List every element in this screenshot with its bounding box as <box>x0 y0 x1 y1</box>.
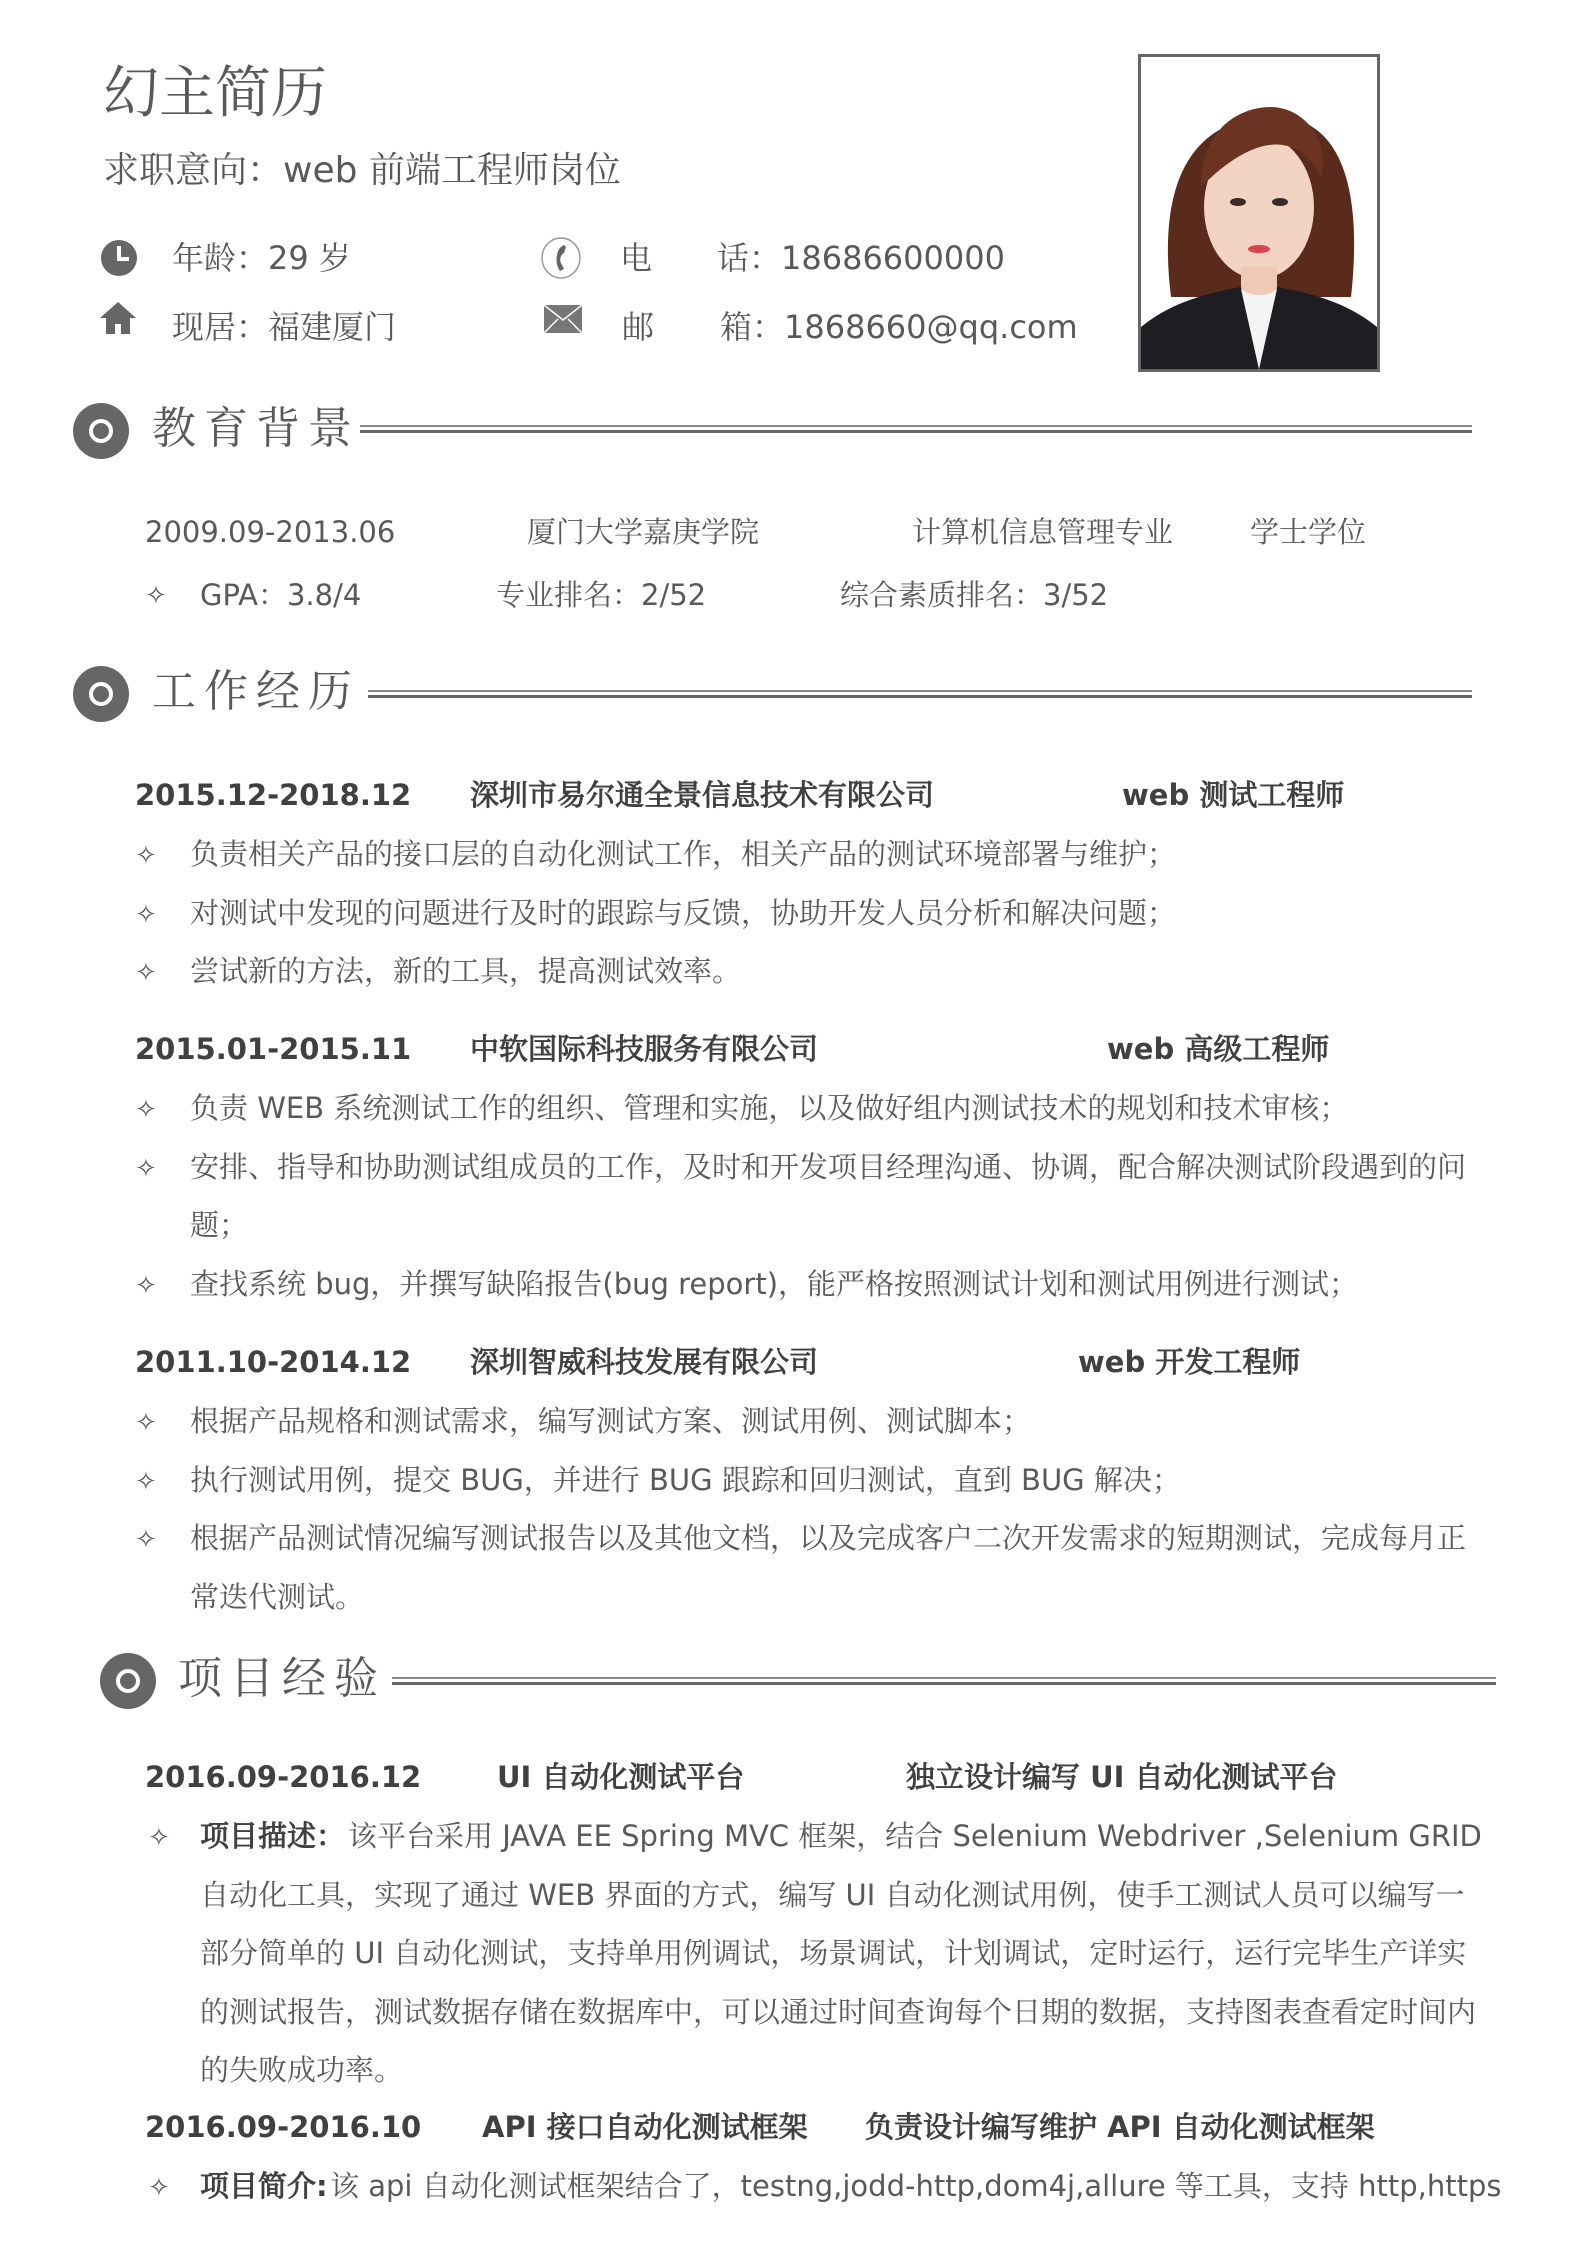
job-bullet: 根据产品规格和测试需求，编写测试方案、测试用例、测试脚本； <box>190 1404 1032 1438</box>
job-company: 深圳智威科技发展有限公司 <box>470 1345 819 1379</box>
project-label: 项目简介: <box>200 2169 328 2203</box>
bullet-icon: ✧ <box>135 1270 157 1301</box>
edu-gpa: GPA：3.8/4 <box>200 578 362 612</box>
bullet-icon: ✧ <box>135 1525 157 1555</box>
project-description: 的失败成功率。 <box>200 2053 404 2087</box>
section-divider <box>392 1677 1496 1685</box>
bullet-icon: ✧ <box>135 899 157 930</box>
section-title-work: 工作经历 <box>152 666 360 717</box>
edu-degree: 学士学位 <box>1250 515 1367 549</box>
section-divider <box>360 425 1472 433</box>
job-company: 中软国际科技服务有限公司 <box>470 1032 819 1066</box>
job-bullet: 根据产品测试情况编写测试报告以及其他文档，以及完成客户二次开发需求的短期测试，完成每月正 <box>190 1521 1467 1555</box>
job-period: 2015.12-2018.12 <box>135 778 412 812</box>
job-bullet: 执行测试用例，提交 BUG，并进行 BUG 跟踪和回归测试，直到 BUG 解决； <box>190 1462 1181 1497</box>
bullet-icon: ✧ <box>135 958 157 988</box>
section-title-education: 教育背景 <box>152 403 360 454</box>
bullet-icon: ✧ <box>145 581 167 611</box>
edu-period: 2009.09-2013.06 <box>145 515 396 549</box>
edu-major-rank: 专业排名：2/52 <box>496 578 707 612</box>
section-marker-icon <box>73 403 129 459</box>
age: 年龄：29 岁 <box>172 239 351 277</box>
email-address: 箱：1868660@qq.com <box>720 308 1078 346</box>
project-period: 2016.09-2016.10 <box>145 2110 422 2144</box>
job-role: web 高级工程师 <box>1107 1032 1330 1066</box>
mail-icon <box>544 305 582 333</box>
section-title-projects: 项目经验 <box>178 1653 386 1704</box>
project-description: 该 api 自动化测试框架结合了，testng,jodd-http,dom4j,allure 等工具，支持 http,https <box>330 2169 1502 2203</box>
job-objective: 求职意向：web 前端工程师岗位 <box>103 150 621 191</box>
job-company: 深圳市易尔通全景信息技术有限公司 <box>470 778 935 812</box>
project-label: 项目描述： <box>200 1819 346 1853</box>
edu-school: 厦门大学嘉庚学院 <box>527 515 760 549</box>
email-label: 邮 <box>622 308 655 346</box>
bullet-icon: ✧ <box>135 1408 157 1438</box>
bullet-icon: ✧ <box>135 1466 157 1497</box>
job-bullet: 查找系统 bug，并撰写缺陷报告(bug report)，能严格按照测试计划和测试用例进行测试； <box>190 1266 1359 1301</box>
project-description: 自动化工具，实现了通过 WEB 界面的方式，编写 UI 自动化测试用例，使手工测试人员可以编写一 <box>200 1877 1465 1912</box>
edu-overall-rank: 综合素质排名：3/52 <box>840 578 1109 612</box>
phone-label: 电 <box>620 239 653 277</box>
edu-major: 计算机信息管理专业 <box>912 515 1174 549</box>
project-name: API 接口自动化测试框架 <box>482 2110 808 2144</box>
clock-icon <box>100 239 138 277</box>
job-bullet: 负责相关产品的接口层的自动化测试工作，相关产品的测试环境部署与维护； <box>190 837 1177 871</box>
bullet-icon: ✧ <box>135 1095 157 1125</box>
project-description: 部分简单的 UI 自动化测试，支持单用例调试，场景调试，计划调试，定时运行，运行完毕生产详实 <box>200 1936 1467 1970</box>
bullet-icon: ✧ <box>148 2173 170 2203</box>
location: 现居：福建厦门 <box>172 308 397 346</box>
job-bullet: 尝试新的方法，新的工具，提高测试效率。 <box>190 954 742 988</box>
project-role: 独立设计编写 UI 自动化测试平台 <box>906 1760 1338 1794</box>
bullet-icon: ✧ <box>135 1153 157 1184</box>
bullet-icon: ✧ <box>148 1823 170 1853</box>
job-bullet: 安排、指导和协助测试组成员的工作，及时和开发项目经理沟通、协调，配合解决测试阶段遇到的问 <box>190 1149 1467 1184</box>
job-period: 2011.10-2014.12 <box>135 1345 412 1379</box>
section-marker-icon <box>100 1653 156 1709</box>
job-period: 2015.01-2015.11 <box>135 1032 412 1066</box>
project-name: UI 自动化测试平台 <box>497 1760 745 1794</box>
section-divider <box>368 690 1472 698</box>
phone-icon <box>540 236 582 280</box>
project-role: 负责设计编写维护 API 自动化测试框架 <box>865 2110 1375 2144</box>
job-bullet: 常迭代测试。 <box>190 1579 365 1614</box>
bullet-icon: ✧ <box>135 841 157 871</box>
resume-title: 幻主简历 <box>103 61 327 126</box>
phone-number: 话：18686600000 <box>717 239 1005 277</box>
job-role: web 开发工程师 <box>1078 1345 1301 1379</box>
section-marker-icon <box>73 666 129 722</box>
home-icon <box>98 300 138 336</box>
project-description: 该平台采用 JAVA EE Spring MVC 框架，结合 Selenium Webdriver ,Selenium GRID <box>348 1819 1482 1853</box>
job-bullet: 题； <box>190 1208 249 1242</box>
project-description: 的测试报告，测试数据存储在数据库中，可以通过时间查询每个日期的数据，支持图表查看定时间内 <box>200 1994 1477 2029</box>
job-bullet: 负责 WEB 系统测试工作的组织、管理和实施，以及做好组内测试技术的规划和技术审核； <box>190 1091 1349 1125</box>
job-role: web 测试工程师 <box>1122 778 1345 812</box>
project-period: 2016.09-2016.12 <box>145 1760 422 1794</box>
job-bullet: 对测试中发现的问题进行及时的跟踪与反馈，协助开发人员分析和解决问题； <box>190 895 1177 930</box>
profile-photo <box>1138 54 1380 372</box>
